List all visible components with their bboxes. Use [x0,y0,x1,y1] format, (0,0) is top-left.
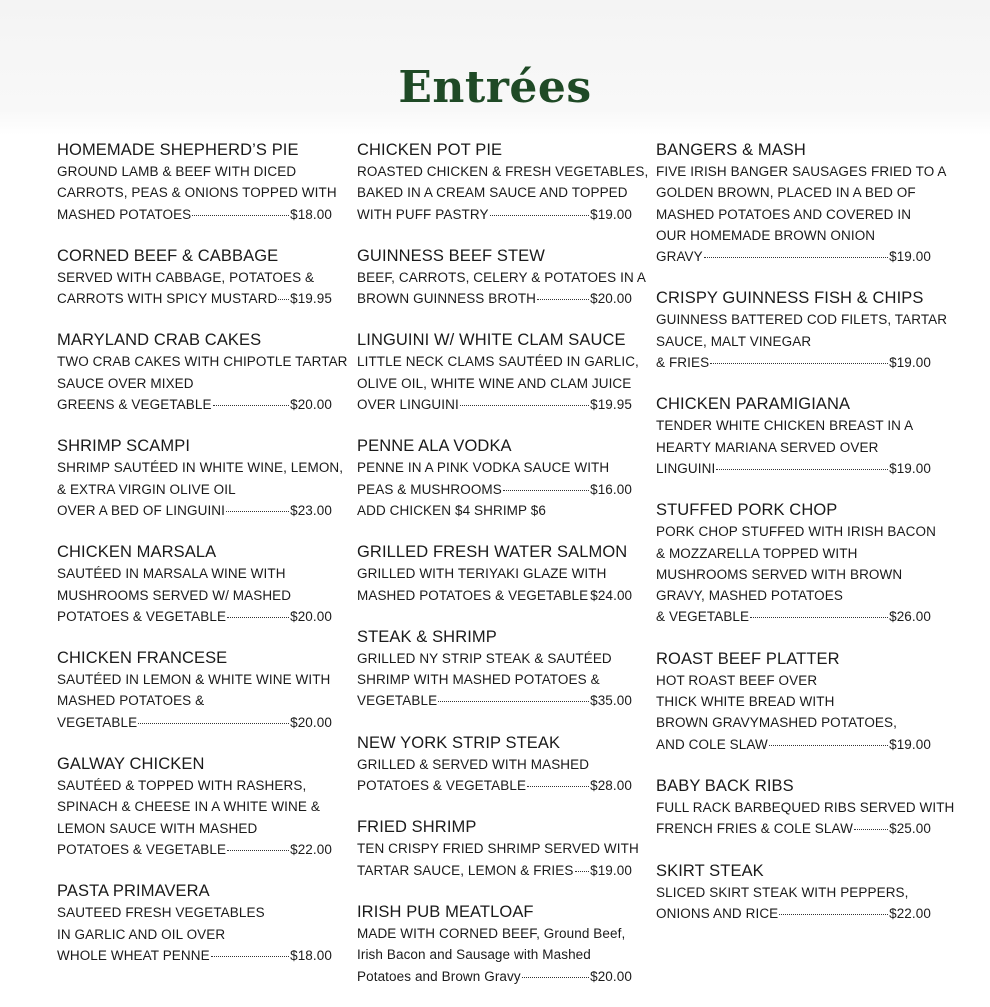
menu-item-description: THICK WHITE BREAD WITH [656,694,835,710]
dotted-leader [138,711,289,724]
menu-item-price: $35.00 [590,693,632,709]
menu-item-price-line [57,204,332,225]
menu-item-description: SAUTÉED IN LEMON & WHITE WINE WITH [57,672,331,688]
menu-item-price: $19.00 [590,862,632,878]
dotted-leader [704,245,888,258]
menu-item-price: $26.00 [889,609,931,625]
menu-item-price: $16.00 [590,481,632,497]
menu-item-name: BANGERS & MASH [656,141,806,159]
menu-item-description: OUR HOMEMADE BROWN ONION [656,227,876,243]
menu-item-name: SKIRT STEAK [656,861,764,880]
menu-item-name: SHRIMP SCAMPI [57,437,191,456]
menu-item [357,435,642,521]
menu-item-price-line [656,246,931,267]
menu-item-description: HEARTY MARIANA SERVED OVER [656,439,879,455]
menu-item-price-line [57,606,332,627]
menu-item-description: OVER A BED OF LINGUINI [57,502,225,518]
menu-item-price: $19.00 [889,355,931,371]
menu-item-description: POTATOES & VEGETABLE [57,608,227,624]
dotted-leader [460,393,589,406]
menu-item-name: PASTA PRIMAVERA [57,882,210,901]
menu-item-price-line [57,839,332,860]
menu-item-description: LITTLE NECK CLAMS SAUTÉED IN GARLIC, [357,354,639,370]
menu-item-description: HOT ROAST BEEF OVER [656,672,818,688]
menu-item-addon: ADD CHICKEN $4 SHRIMP $6 [357,502,546,518]
menu-item-description: VEGETABLE [57,714,138,730]
dotted-leader [278,287,289,300]
menu-item-price-line [57,394,332,415]
menu-item-price-line [357,204,632,225]
menu-item-price-line [357,394,632,415]
menu-item-name: MARYLAND CRAB CAKES [57,331,262,350]
menu-item-description: PENNE IN A PINK VODKA SAUCE WITH [357,460,610,476]
menu-item-description: SAUCE, MALT VINEGAR [656,333,812,349]
menu-item-description: SAUTÉED & TOPPED WITH RASHERS, [57,778,307,794]
menu-item-description: MASHED POTATOES [57,206,192,222]
dotted-leader [438,689,589,702]
menu-item-description: SERVED WITH CABBAGE, POTATOES & [57,269,315,285]
menu-item-price: $20.00 [590,968,632,984]
menu-item [57,139,342,225]
menu-item [357,245,647,310]
menu-column-3 [656,139,955,944]
menu-item-description: SHRIMP SAUTÉED IN WHITE WINE, LEMON, [57,460,344,476]
menu-item-description: WITH PUFF PASTRY [357,206,489,222]
menu-item-description: AND COLE SLAW [656,736,768,752]
menu-item [357,139,649,225]
dotted-leader [503,478,589,491]
menu-item-price: $19.00 [889,460,931,476]
menu-item-description: FRENCH FRIES & COLE SLAW [656,821,853,837]
menu-item-description: SLICED SKIRT STEAK WITH PEPPERS, [656,884,909,900]
menu-item-description: SPINACH & CHEESE IN A WHITE WINE & [57,799,320,815]
menu-item-price: $20.00 [590,291,632,307]
menu-item-description: Irish Bacon and Sausage with Mashed [357,947,591,963]
menu-item [57,880,342,966]
menu-item-price: $28.00 [590,778,632,794]
menu-item-name: PENNE ALA VODKA [357,437,512,456]
menu-item-name: CHICKEN POT PIE [357,141,503,159]
dotted-leader [227,605,289,618]
menu-item-description: GROUND LAMB & BEEF WITH DICED [57,164,297,179]
menu-item [57,753,342,860]
dotted-leader [211,944,289,957]
menu-item-description: FIVE IRISH BANGER SAUSAGES FRIED TO A [656,164,947,179]
menu-item-description: BROWN GUINNESS BROTH [357,291,537,307]
menu-item-description: & VEGETABLE [656,609,750,625]
menu-item-price: $25.00 [889,821,931,837]
menu-item [57,647,342,733]
menu-item [357,541,642,606]
dotted-leader [854,817,888,830]
menu-item-description: WHOLE WHEAT PENNE [57,947,210,963]
menu-item-price: $23.00 [290,502,332,518]
menu-item-name: STEAK & SHRIMP [357,627,497,646]
dotted-leader [779,902,888,915]
menu-item-price: $19.00 [889,249,931,265]
menu-item [57,435,342,521]
menu-item-price: $18.00 [290,947,332,963]
dotted-leader [537,287,589,300]
menu-item-price-line [57,288,332,309]
menu-item-description: TARTAR SAUCE, LEMON & FRIES [357,862,574,878]
menu-item-price-line [656,903,931,924]
menu-item-price: $19.95 [590,397,632,413]
menu-item-name: CHICKEN PARAMIGIANA [656,395,851,414]
page-title: Entrées [398,62,592,113]
menu-item-price-line [357,479,632,500]
menu-column-2 [357,139,649,1007]
menu-item-description: GRILLED & SERVED WITH MASHED [357,756,590,772]
dotted-leader [192,203,289,216]
menu-item-name: FRIED SHRIMP [357,818,477,837]
menu-item-description: SAUCE OVER MIXED [57,375,194,391]
dotted-leader [213,393,289,406]
menu-item-description: & EXTRA VIRGIN OLIVE OIL [57,481,236,497]
menu-item-description: BROWN GRAVYMASHED POTATOES, [656,715,897,731]
menu-item-price-line [357,690,632,711]
menu-item-description: & FRIES [656,355,710,371]
menu-item-name: GALWAY CHICKEN [57,755,205,774]
menu-item [57,329,348,415]
menu-item-description: PORK CHOP STUFFED WITH IRISH BACON [656,524,936,540]
menu-item-description: GREENS & VEGETABLE [57,397,212,413]
menu-item-description: ROASTED CHICKEN & FRESH VEGETABLES, [357,164,649,179]
menu-item-description: TWO CRAB CAKES WITH CHIPOTLE TARTAR [57,354,348,370]
menu-item-price: $20.00 [290,397,332,413]
menu-item [57,245,342,310]
menu-item-description: BEEF, CARROTS, CELERY & POTATOES IN A [357,269,647,285]
menu-item-description: SAUTÉED IN MARSALA WINE WITH [57,566,286,582]
menu-item-description: ONIONS AND RICE [656,905,779,921]
dotted-leader [527,774,589,787]
menu-item-description: GRAVY [656,249,703,265]
menu-item-description: OLIVE OIL, WHITE WINE AND CLAM JUICE [357,375,632,391]
menu-item-name: GRILLED FRESH WATER SALMON [357,543,628,562]
menu-item [656,860,941,925]
dotted-leader [750,605,888,618]
menu-item [656,393,941,479]
menu-item-price: $20.00 [290,608,332,624]
menu-item-description: LINGUINI [656,460,716,476]
menu-item-price-line [357,585,632,606]
menu-column-1 [57,139,348,986]
menu-item-name: HOMEMADE SHEPHERD’S PIE [57,141,299,159]
menu-item-price-line [357,775,632,796]
menu-item-price-line [57,945,332,966]
menu-item-price: $22.00 [290,841,332,857]
menu-item-description: MADE WITH CORNED BEEF, Ground Beef, [357,925,626,941]
menu-item-price-line [357,860,632,881]
menu-item-description: VEGETABLE [357,693,438,709]
menu-item-name: CORNED BEEF & CABBAGE [57,246,279,265]
menu-item-description: SHRIMP WITH MASHED POTATOES & [357,672,600,688]
menu-item-price-line [57,712,332,733]
menu-item-price-line [656,352,931,373]
menu-item-price-line [656,606,931,627]
menu-item-price-line [656,818,931,839]
menu-item [656,775,955,840]
menu-item-price: $19.00 [590,206,632,222]
menu-item-description: POTATOES & VEGETABLE [357,778,527,794]
menu-item-description: MUSHROOMS SERVED W/ MASHED [57,587,292,603]
menu-item [57,541,342,627]
dotted-leader [226,499,289,512]
menu-item-price-line [57,500,332,521]
menu-item-description: GUINNESS BATTERED COD FILETS, TARTAR [656,312,948,328]
menu-item-name: CHICKEN MARSALA [57,543,217,562]
menu-item-description: MASHED POTATOES & [57,693,205,709]
dotted-leader [522,965,589,978]
dotted-leader [227,838,289,851]
menu-item-description: OVER LINGUINI [357,397,459,413]
menu-item-name: NEW YORK STRIP STEAK [357,733,561,752]
dotted-leader [710,351,888,364]
menu-item-description: GOLDEN BROWN, PLACED IN A BED OF [656,185,916,201]
menu-item-price-line [357,966,632,987]
menu-item-description: FULL RACK BARBEQUED RIBS SERVED WITH [656,799,955,815]
menu-item-description: GRAVY, MASHED POTATOES [656,588,843,604]
menu-item-description: LEMON SAUCE WITH MASHED [57,820,258,836]
dotted-leader [575,859,590,872]
dotted-leader [769,733,888,746]
menu-item-price: $22.00 [889,905,931,921]
menu-item-description: BAKED IN A CREAM SAUCE AND TOPPED [357,185,628,201]
menu-item-name: GUINNESS BEEF STEW [357,246,545,265]
menu-item-price: $24.00 [590,587,633,603]
menu-item-description: PEAS & MUSHROOMS [357,481,502,497]
menu-item [357,901,642,987]
menu-item-description: Potatoes and Brown Gravy [357,968,521,984]
menu-item-price: $19.95 [290,291,332,307]
menu-item-name: BABY BACK RIBS [656,776,794,795]
menu-item-description: GRILLED NY STRIP STEAK & SAUTÉED [357,650,612,666]
menu-item-description: & MOZZARELLA TOPPED WITH [656,545,858,561]
menu-item-price-line [357,288,632,309]
menu-item-price: $18.00 [290,206,332,222]
menu-item-description: GRILLED WITH TERIYAKI GLAZE WITH [357,566,607,582]
menu-item [656,287,948,373]
menu-item-description: TEN CRISPY FRIED SHRIMP SERVED WITH [357,841,639,857]
menu-item-price-line [656,458,931,479]
menu-item-name: LINGUINI W/ WHITE CLAM SAUCE [357,331,626,350]
menu-item-description: SAUTEED FRESH VEGETABLES [57,905,265,921]
menu-item-price: $19.00 [889,736,931,752]
menu-item-name: ROAST BEEF PLATTER [656,649,840,668]
menu-item-name: STUFFED PORK CHOP [656,501,838,520]
menu-item-price: $20.00 [290,714,332,730]
menu-item [357,816,642,881]
menu-item [357,626,642,712]
menu-item [357,732,642,797]
dotted-leader [490,203,589,216]
menu-item-name: CRISPY GUINNESS FISH & CHIPS [656,289,924,308]
menu-item-description: MASHED POTATOES & VEGETABLE [357,587,589,603]
dotted-leader [716,457,888,470]
menu-item-description: TENDER WHITE CHICKEN BREAST IN A [656,418,914,434]
menu-item-description: IN GARLIC AND OIL OVER [57,926,226,942]
menu-item-description: CARROTS, PEAS & ONIONS TOPPED WITH [57,185,337,201]
menu-item-price-line [656,734,931,755]
menu-item-name: CHICKEN FRANCESE [57,649,228,668]
menu-item [656,139,947,267]
menu-item [656,648,941,755]
menu-item-name: IRISH PUB MEATLOAF [357,902,534,921]
menu-item-description: CARROTS WITH SPICY MUSTARD [57,291,278,307]
menu-item [656,499,941,627]
menu-item [357,329,642,415]
menu-item-description: MUSHROOMS SERVED WITH BROWN [656,566,903,582]
menu-item-description: MASHED POTATOES AND COVERED IN [656,206,912,222]
menu-item-description: POTATOES & VEGETABLE [57,841,227,857]
